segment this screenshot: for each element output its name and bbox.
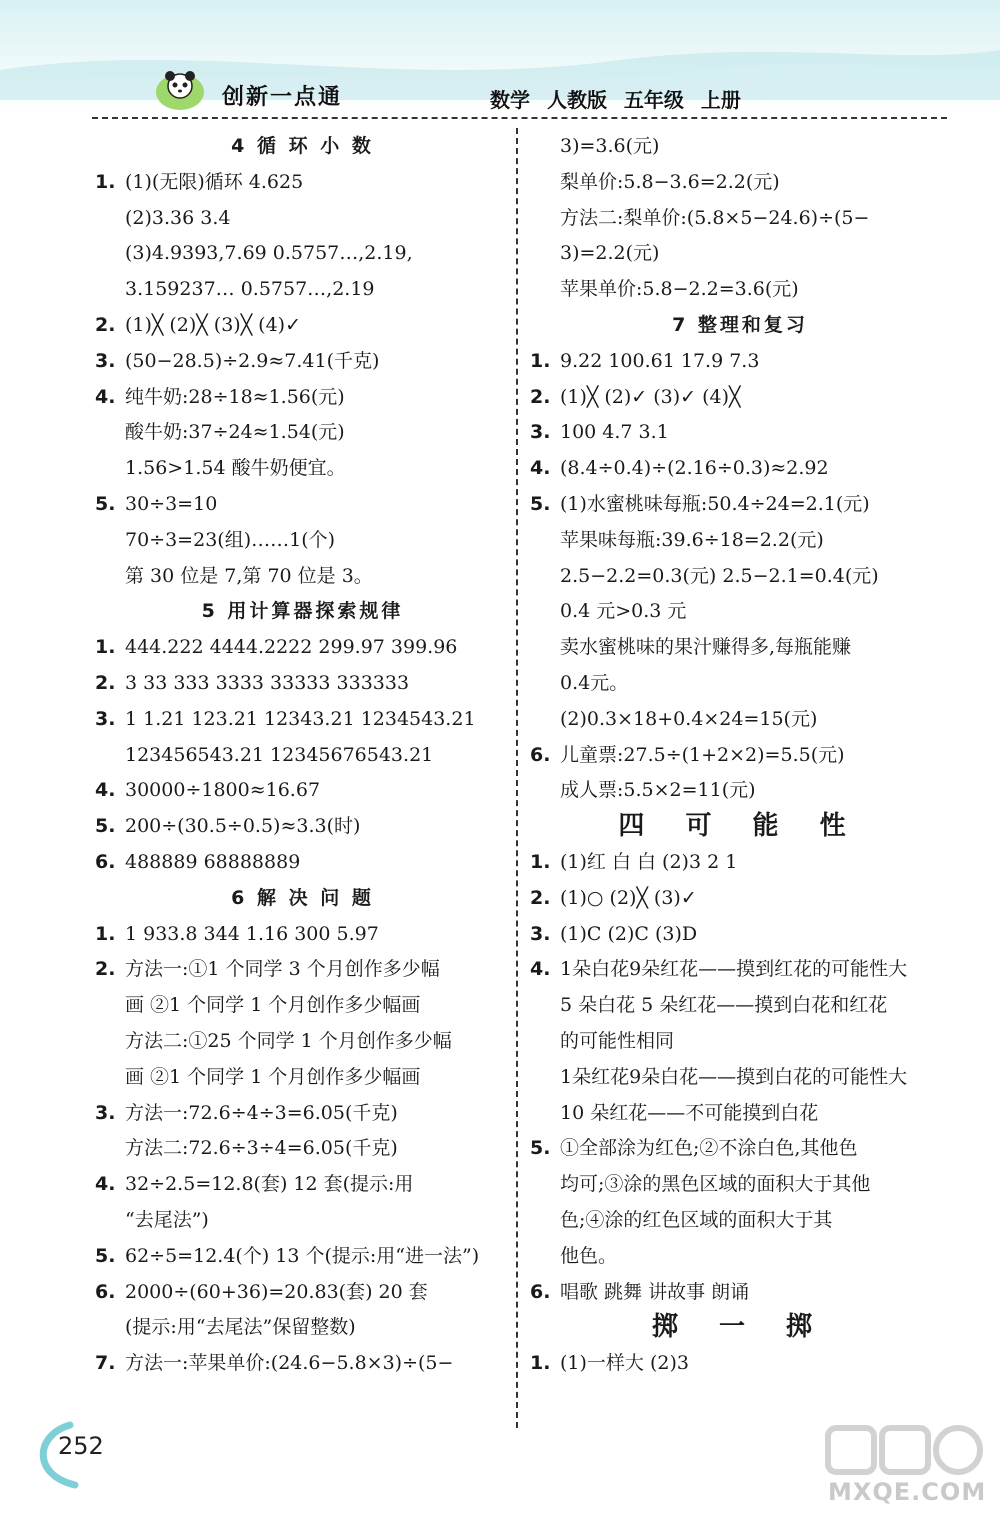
- answer-text: 488889 68888889: [125, 851, 301, 873]
- question-number: 2.: [95, 672, 116, 694]
- answer-text: 苹果味每瓶:39.6÷18=2.2(元): [560, 528, 824, 551]
- book-subject: 数学 人教版 五年级 上册: [490, 88, 741, 112]
- answer-line: [95, 808, 510, 844]
- answer-line: [530, 235, 980, 271]
- question-number: 3.: [530, 421, 551, 444]
- answer-text: (2)0.3×18+0.4×24=15(元): [560, 707, 818, 730]
- question-number: 4.: [530, 958, 551, 981]
- answer-line: [530, 880, 950, 916]
- question-number: 4.: [530, 457, 551, 480]
- question-number: 5.: [530, 493, 551, 515]
- question-number: 1.: [530, 1352, 551, 1375]
- answer-line: [95, 558, 540, 594]
- answer-text: 3.159237… 0.5757…,2.19: [125, 278, 375, 301]
- answer-line: [530, 486, 950, 522]
- answer-line: [95, 343, 510, 379]
- answer-line: [95, 200, 540, 236]
- answer-line: [530, 844, 950, 880]
- answer-text: 色;④涂的红色区域的面积大于其: [560, 1209, 833, 1231]
- answer-text: 100 4.7 3.1: [560, 421, 669, 444]
- answer-line: [95, 951, 510, 987]
- answer-text: (2)3.36 3.4: [125, 206, 231, 229]
- question-number: 5.: [95, 815, 116, 838]
- answer-line: [95, 987, 540, 1023]
- answer-text: 方法一:①1 个同学 3 个月创作多少幅: [125, 958, 440, 981]
- answer-line: [530, 128, 980, 164]
- answer-line: [530, 558, 980, 594]
- answer-line: [95, 1274, 510, 1310]
- answer-text: 1朵白花9朵红花——摸到红花的可能性大: [560, 958, 908, 981]
- answer-line: [95, 701, 510, 737]
- answer-text: 画 ②1 个同学 1 个月创作多少幅画: [125, 994, 421, 1017]
- answer-text: 10 朵红花——不可能摸到白花: [560, 1101, 819, 1124]
- answer-text: 1.56>1.54 酸牛奶便宜。: [125, 457, 346, 480]
- question-number: 6.: [95, 1280, 116, 1303]
- answer-line: [95, 450, 540, 486]
- answer-text: 0.4元。: [560, 672, 629, 694]
- answer-line: [530, 737, 950, 773]
- question-number: 3.: [95, 1101, 116, 1124]
- question-number: 2.: [95, 314, 116, 336]
- answer-line: [95, 1238, 510, 1274]
- question-number: 2.: [95, 958, 116, 981]
- question-number: 3.: [95, 349, 116, 372]
- answer-text: 9.22 100.61 17.9 7.3: [560, 349, 760, 372]
- answer-text: (提示:用“去尾法”保留整数): [125, 1316, 356, 1339]
- answer-text: 123456543.21 12345676543.21: [125, 743, 434, 766]
- answer-line: [95, 844, 510, 880]
- answer-text: (1)╳ (2)✓ (3)✓ (4)╳: [560, 385, 741, 408]
- question-number: 1.: [95, 636, 116, 659]
- answer-line: [95, 1166, 510, 1202]
- answer-text: 70÷3=23(组)……1(个): [125, 528, 336, 551]
- answer-line: [530, 1345, 950, 1381]
- answer-line: [95, 665, 510, 701]
- answer-text: (1)○ (2)╳ (3)✓: [560, 886, 697, 909]
- answer-text: 2000÷(60+36)=20.83(套) 20 套: [125, 1280, 428, 1303]
- question-number: 4.: [95, 385, 116, 408]
- answer-text: 0.4 元>0.3 元: [560, 600, 687, 623]
- answer-line: [530, 1202, 980, 1238]
- answer-line: [95, 629, 510, 665]
- answer-text: (1)水蜜桃味每瓶:50.4÷24=2.1(元): [560, 493, 870, 515]
- question-number: 1.: [95, 922, 116, 945]
- answer-text: 他色。: [560, 1244, 618, 1267]
- question-number: 5.: [95, 1244, 116, 1267]
- answer-text: 画 ②1 个同学 1 个月创作多少幅画: [125, 1065, 421, 1088]
- answer-text: (3)4.9393,7.69 0.5757…,2.19,: [125, 242, 413, 265]
- answer-text: 3)=3.6(元): [560, 135, 660, 157]
- answer-line: [95, 1309, 540, 1345]
- question-number: 1.: [530, 349, 551, 372]
- question-number: 3.: [95, 707, 116, 730]
- answer-text: 的可能性相同: [560, 1030, 675, 1052]
- answer-text: 方法二:①25 个同学 1 个月创作多少幅: [125, 1030, 452, 1052]
- answer-text: 2.5−2.2=0.3(元) 2.5−2.1=0.4(元): [560, 564, 879, 587]
- question-number: 5.: [95, 493, 116, 515]
- answer-text: 200÷(30.5÷0.5)≈3.3(时): [125, 815, 361, 838]
- answer-line: [530, 1095, 980, 1131]
- answer-text: 5 朵白花 5 朵红花——摸到白花和红花: [560, 994, 888, 1017]
- answer-text: (1)C (2)C (3)D: [560, 922, 698, 945]
- answer-line: [95, 307, 510, 343]
- answer-text: (8.4÷0.4)÷(2.16÷0.3)≈2.92: [560, 457, 829, 480]
- answer-text: 3 33 333 3333 33333 333333: [125, 672, 410, 694]
- answer-text: 444.222 4444.2222 299.97 399.96: [125, 636, 458, 659]
- answer-line: [95, 164, 510, 200]
- answer-line: [530, 343, 950, 379]
- section-heading: 6 解 决 问 题: [231, 886, 374, 909]
- answer-text: 30000÷1800≈16.67: [125, 779, 321, 802]
- answer-line: [530, 593, 980, 629]
- answer-line: [530, 1023, 980, 1059]
- question-number: 2.: [530, 886, 551, 909]
- answer-text: 1 933.8 344 1.16 300 5.97: [125, 922, 379, 945]
- question-number: 4.: [95, 1173, 116, 1196]
- question-number: 5.: [530, 1137, 551, 1160]
- answer-text: (1)红 白 白 (2)3 2 1: [560, 851, 738, 873]
- answer-text: 酸牛奶:37÷24≈1.54(元): [125, 421, 345, 444]
- answer-text: 唱歌 跳舞 讲故事 朗诵: [560, 1280, 750, 1303]
- answer-text: 30÷3=10: [125, 493, 218, 515]
- section-heading: 4 循 环 小 数: [231, 135, 374, 157]
- answer-text: 方法一:苹果单价:(24.6−5.8×3)÷(5−: [125, 1352, 454, 1375]
- answer-text: 均可;③涂的黑色区域的面积大于其他: [560, 1173, 871, 1196]
- answer-text: 苹果单价:5.8−2.2=3.6(元): [560, 278, 799, 301]
- answer-text: 梨单价:5.8−3.6=2.2(元): [560, 170, 780, 193]
- answer-line: [530, 1274, 950, 1310]
- answer-text: 卖水蜜桃味的果汁赚得多,每瓶能赚: [560, 636, 852, 659]
- answer-line: [95, 235, 540, 271]
- answer-line: [530, 916, 950, 952]
- answer-line: [530, 1130, 950, 1166]
- question-number: 4.: [95, 779, 116, 802]
- answer-line: [530, 1238, 980, 1274]
- answer-text: (1)一样大 (2)3: [560, 1352, 689, 1375]
- answer-line: [95, 414, 540, 450]
- answer-line: [95, 1130, 540, 1166]
- answer-line: [530, 1059, 980, 1095]
- answer-line: [95, 1023, 540, 1059]
- answer-line: [530, 951, 950, 987]
- question-number: 3.: [530, 922, 551, 945]
- answer-line: [530, 1166, 980, 1202]
- answer-text: 方法二:72.6÷3÷4=6.05(千克): [125, 1137, 398, 1160]
- watermark-text: MXQE.COM: [828, 1478, 987, 1506]
- answer-line: [530, 450, 950, 486]
- question-number: 6.: [530, 743, 551, 766]
- section-heading: 5 用计算器探索规律: [201, 600, 404, 623]
- answer-line: [95, 1202, 540, 1238]
- answer-line: [530, 522, 980, 558]
- answer-line: [95, 737, 540, 773]
- answer-text: (1)(无限)循环 4.625: [125, 170, 304, 193]
- answer-text: 1朵红花9朵白花——摸到白花的可能性大: [560, 1065, 908, 1088]
- answer-line: [530, 772, 980, 808]
- answer-line: [530, 414, 950, 450]
- answer-line: [530, 379, 950, 415]
- answer-line: [530, 629, 980, 665]
- answer-text: 方法一:72.6÷4÷3=6.05(千克): [125, 1101, 398, 1124]
- section-heading: 7 整理和复习: [672, 314, 808, 336]
- answer-line: [95, 1095, 510, 1131]
- answer-line: [530, 701, 980, 737]
- answer-text: ①全部涂为红色;②不涂白色,其他色: [560, 1137, 858, 1160]
- answer-line: [530, 987, 980, 1023]
- answer-text: 1 1.21 123.21 12343.21 1234543.21: [125, 707, 476, 730]
- answer-text: 成人票:5.5×2=11(元): [560, 779, 756, 802]
- answer-text: 62÷5=12.4(个) 13 个(提示:用“进一法”): [125, 1244, 480, 1267]
- question-number: 6.: [530, 1280, 551, 1303]
- answer-line: [95, 486, 510, 522]
- answer-text: (50−28.5)÷2.9≈7.41(千克): [125, 349, 380, 372]
- answer-line: [95, 379, 510, 415]
- question-number: 7.: [95, 1352, 116, 1375]
- answer-text: 纯牛奶:28÷18≈1.56(元): [125, 385, 345, 408]
- answer-line: [95, 1345, 510, 1381]
- answer-line: [530, 200, 980, 236]
- answer-line: [530, 665, 980, 701]
- answer-text: 32÷2.5=12.8(套) 12 套(提示:用: [125, 1173, 414, 1196]
- answer-line: [530, 271, 980, 307]
- answer-line: [95, 522, 540, 558]
- answer-line: [530, 164, 980, 200]
- question-number: 2.: [530, 385, 551, 408]
- question-number: 6.: [95, 851, 116, 873]
- answer-text: 儿童票:27.5÷(1+2×2)=5.5(元): [560, 743, 845, 766]
- panda-logo-icon: [150, 62, 210, 112]
- answer-line: [95, 916, 510, 952]
- answer-text: “去尾法”): [125, 1209, 209, 1231]
- header-divider: [92, 117, 947, 119]
- question-number: 1.: [95, 170, 116, 193]
- page-number: 252: [58, 1432, 104, 1460]
- section-heading: 掷 一 掷: [651, 1312, 829, 1343]
- answer-text: (1)╳ (2)╳ (3)╳ (4)✓: [125, 314, 302, 336]
- answer-text: 第 30 位是 7,第 70 位是 3。: [125, 564, 373, 587]
- question-number: 1.: [530, 851, 551, 873]
- section-heading: 四 可 能 性: [618, 811, 862, 842]
- answer-text: 方法二:梨单价:(5.8×5−24.6)÷(5−: [560, 206, 870, 229]
- answer-line: [95, 271, 540, 307]
- answer-text: 3)=2.2(元): [560, 242, 660, 265]
- answer-line: [95, 772, 510, 808]
- brand-title: 创新一点通: [222, 85, 343, 110]
- answer-line: [95, 1059, 540, 1095]
